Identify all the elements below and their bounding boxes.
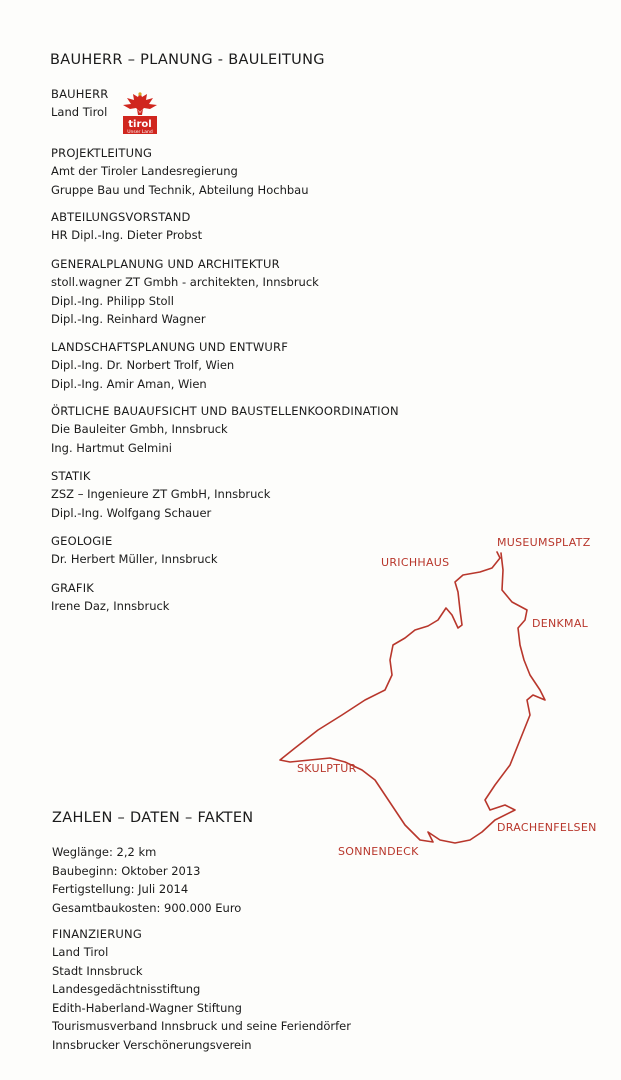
financing-line: Tourismusverband Innsbruck und seine Feriendörfer [52, 1019, 351, 1033]
section-line: ZSZ – Ingenieure ZT GmbH, Innsbruck [51, 487, 271, 501]
section-line: Gruppe Bau und Technik, Abteilung Hochbau [51, 182, 309, 197]
place-label: DENKMAL [532, 617, 589, 630]
facts-list [52, 843, 241, 917]
fact-line: Fertigstellung: Juli 2014 [52, 882, 189, 896]
page-title: BAUHERR – PLANUNG - BAULEITUNG [50, 52, 325, 68]
section-line: Dipl.-Ing. Dr. Norbert Trolf, Wien [51, 358, 235, 372]
financing-line: Edith-Haberland-Wagner Stiftung [52, 1000, 242, 1015]
section-title: GEOLOGIE [51, 534, 113, 548]
financing-line: Stadt Innsbruck [52, 963, 143, 978]
place-label: SKULPTUR [297, 762, 357, 775]
logo-wordmark: tirol [128, 119, 152, 130]
section-line: stoll.wagner ZT Gmbh - architekten, Innsbruck [51, 275, 319, 289]
financing-line: Land Tirol [52, 945, 109, 959]
place-label: SONNENDECK [338, 845, 419, 858]
section-title: GENERALPLANUNG UND ARCHITEKTUR [51, 257, 280, 271]
section-title: LANDSCHAFTSPLANUNG UND ENTWURF [51, 340, 289, 354]
section-title: PROJEKTLEITUNG [51, 146, 153, 160]
facts-title: ZAHLEN – DATEN – FAKTEN [52, 810, 254, 826]
financing-line: Innsbrucker Verschönerungsverein [52, 1037, 252, 1052]
section-line: HR Dipl.-Ing. Dieter Probst [51, 228, 203, 242]
section-line: Dipl.-Ing. Reinhard Wagner [51, 312, 206, 326]
section-title: FINANZIERUNG [52, 927, 142, 941]
section-line: Dipl.-Ing. Wolfgang Schauer [51, 505, 212, 520]
route-path [280, 552, 545, 843]
place-label: MUSEUMSPLATZ [497, 536, 591, 549]
section-title: BAUHERR [51, 87, 109, 101]
section-title: ABTEILUNGSVORSTAND [51, 210, 191, 224]
financing-line: Landesgedächtnisstiftung [52, 982, 201, 996]
fact-line: Gesamtbaukosten: 900.000 Euro [52, 900, 242, 915]
section-title: STATIK [51, 469, 91, 483]
section-line: Amt der Tiroler Landesregierung [51, 164, 238, 178]
section-line: Die Bauleiter Gmbh, Innsbruck [51, 422, 228, 436]
section-line: Dr. Herbert Müller, Innsbruck [51, 552, 218, 566]
section-title: ÖRTLICHE BAUAUFSICHT UND BAUSTELLENKOORDINATION [51, 404, 399, 418]
place-label: URICHHAUS [381, 556, 450, 569]
section-line: Dipl.-Ing. Philipp Stoll [51, 293, 174, 308]
section-title: GRAFIK [51, 581, 95, 595]
section-finanzierung [52, 925, 351, 1054]
fact-line: Baubeginn: Oktober 2013 [52, 863, 201, 878]
logo-tagline: Unser Land [127, 130, 153, 135]
section-line: Dipl.-Ing. Amir Aman, Wien [51, 376, 207, 391]
place-label: DRACHENFELSEN [497, 821, 597, 834]
section-line: Land Tirol [51, 105, 108, 119]
section-line: Irene Daz, Innsbruck [51, 599, 170, 613]
fact-line: Weglänge: 2,2 km [52, 845, 157, 859]
section-line: Ing. Hartmut Gelmini [51, 440, 172, 455]
